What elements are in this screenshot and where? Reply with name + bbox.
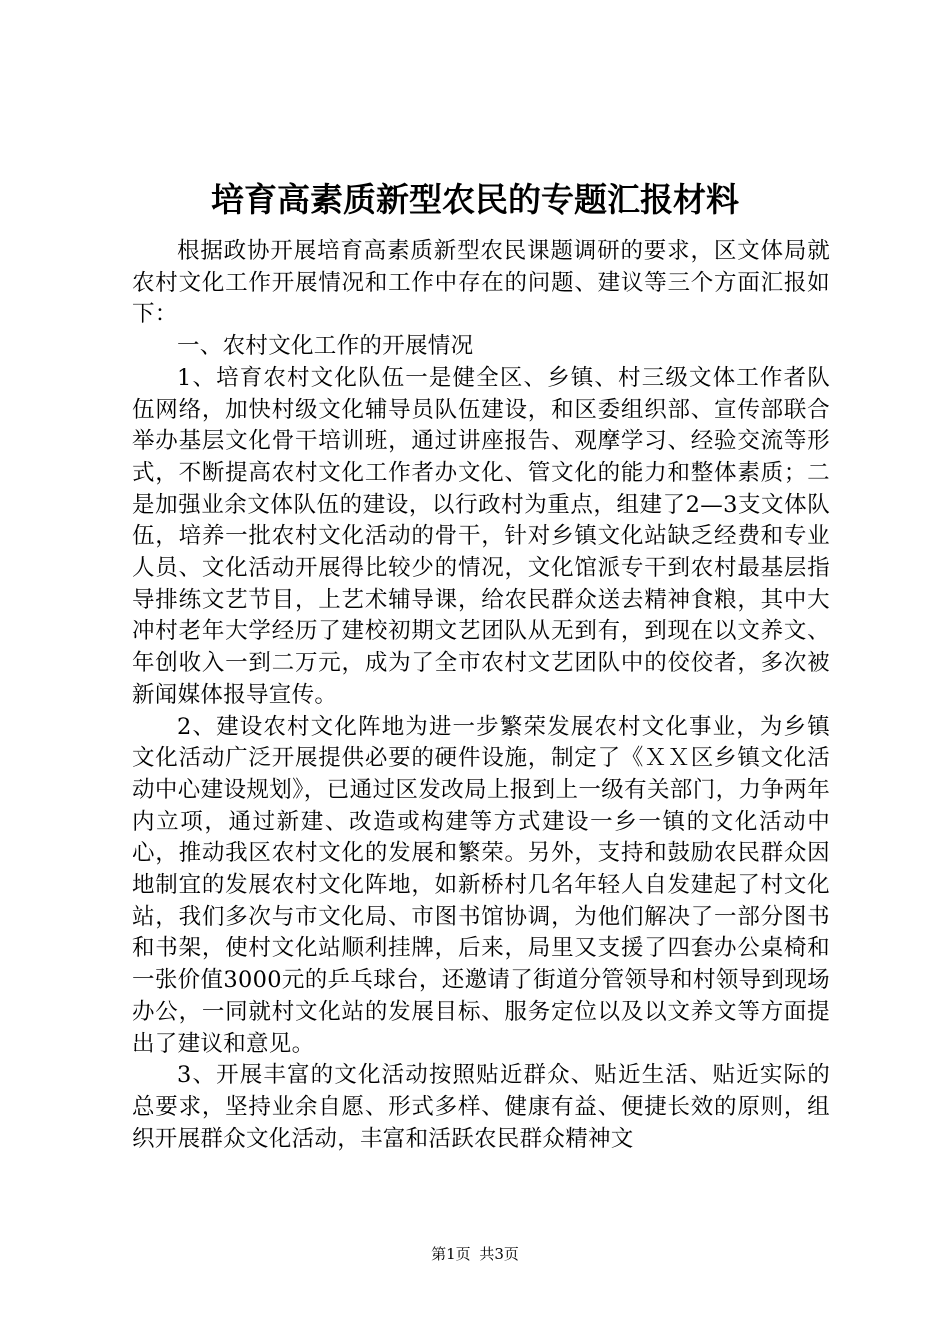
- document-title: 培育高素质新型农民的专题汇报材料: [211, 180, 739, 219]
- paragraph-item-3: 3、开展丰富的文化活动按照贴近群众、贴近生活、贴近实际的总要求，坚持业余自愿、形式多样、健康有益、便捷长效的原则，组织开展群众文化活动，丰富和活跃农民群众精神文: [132, 1062, 830, 1152]
- section-heading-1: 一、农村文化工作的开展情况: [177, 333, 474, 360]
- paragraph-intro: 根据政协开展培育高素质新型农民课题调研的要求，区文体局就农村文化工作开展情况和工作中存在的问题、建议等三个方面汇报如下：: [132, 238, 830, 328]
- document-body: [132, 236, 830, 1155]
- paragraph-item-1: 1、培育农村文化队伍一是健全区、乡镇、村三级文体工作者队伍网络，加快村级文化辅导员队伍建设，和区委组织部、宣传部联合举办基层文化骨干培训班，通过讲座报告、观摩学习、经验交流等形式，不断提高农村文化工作者办文化、管文化的能力和整体素质；二是加强业余文体队伍的建设，以行政村为重点，组建了2—3支文体队伍，培养一批农村文化活动的骨干，针对乡镇文化站缺乏经费和专业人员、文化活动开展得比较少的情况，文化馆派专干到农村最基层指导排练文艺节目，上艺术辅导课，给农民群众送去精神食粮，其中大冲村老年大学经历了建校初期文艺团队从无到有，到现在以文养文、年创收入一到二万元，成为了全市农村文艺团队中的佼佼者，多次被新闻媒体报导宣传。: [132, 364, 830, 708]
- page-number: 第1页: [431, 1245, 471, 1263]
- page-total: 共3页: [479, 1245, 519, 1263]
- paragraph-item-2: 2、建设农村文化阵地为进一步繁荣发展农村文化事业，为乡镇文化活动广泛开展提供必要的硬件设施，制定了《ＸＸ区乡镇文化活动中心建设规划》，已通过区发改局上报到上一级有关部门，力争两年内立项，通过新建、改造或构建等方式建设一乡一镇的文化活动中心，推动我区农村文化的发展和繁荣。另外，支持和鼓励农民群众因地制宜的发展农村文化阵地，如新桥村几名年轻人自发建起了村文化站，我们多次与市文化局、市图书馆协调，为他们解决了一部分图书和书架，使村文化站顺利挂牌，后来，局里又支援了四套办公桌椅和一张价值3000元的乒乓球台，还邀请了街道分管领导和村领导到现场办公，一同就村文化站的发展目标、服务定位以及以文养文等方面提出了建议和意见。: [132, 713, 830, 1057]
- page-footer: [0, 1244, 950, 1264]
